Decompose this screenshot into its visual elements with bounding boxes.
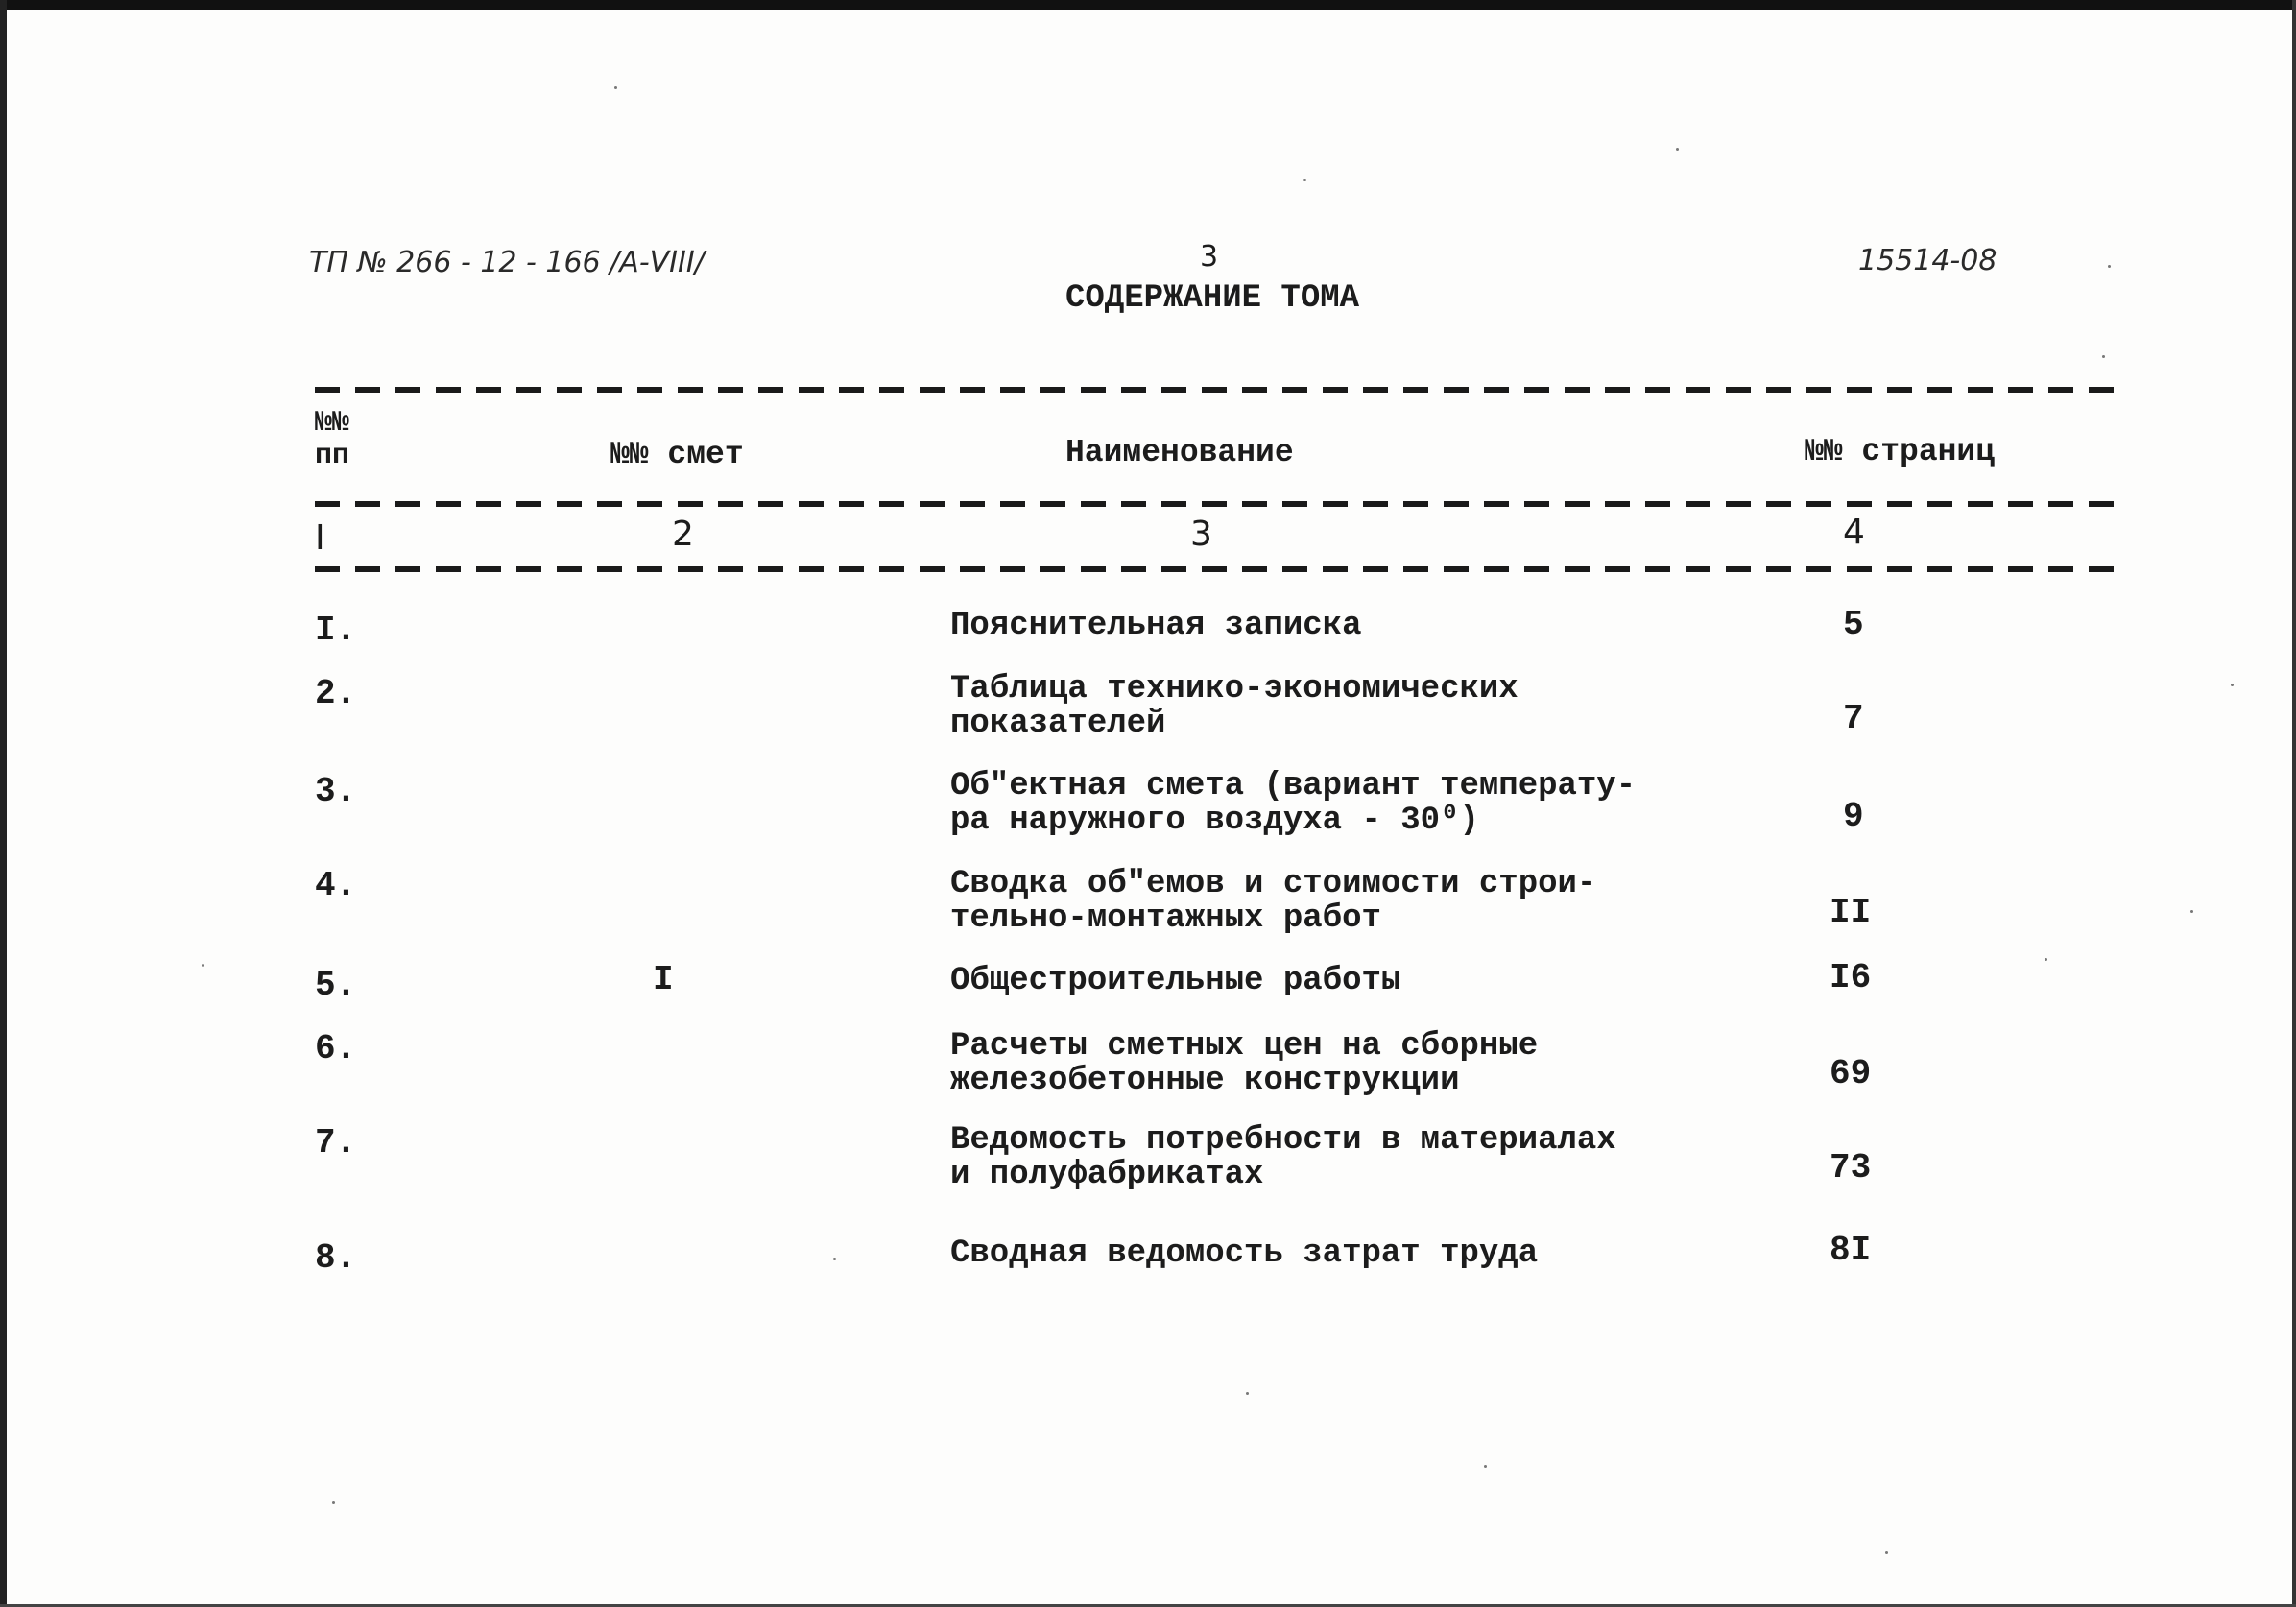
- scan-speck: [2231, 684, 2234, 686]
- row-3-page: 9: [1843, 797, 1864, 836]
- header-name: Наименование: [1065, 435, 1294, 470]
- scan-speck: [614, 86, 617, 89]
- row-6-page: 69: [1830, 1054, 1872, 1093]
- scan-edge-right: [2292, 0, 2296, 1607]
- row-7-name-line-2: и полуфабрикатах: [950, 1157, 1264, 1193]
- row-6-number: 6.: [315, 1029, 357, 1068]
- row-2-name-line-1: Таблица технико-экономических: [950, 671, 1519, 708]
- scan-speck: [1676, 148, 1679, 151]
- row-5-estimate: I: [653, 960, 674, 999]
- row-7-page: 73: [1830, 1148, 1872, 1187]
- header-estimate-number: №№ смет: [610, 437, 744, 472]
- column-number-2: 2: [672, 515, 694, 554]
- column-number-1: I: [315, 518, 325, 558]
- scan-speck: [2045, 958, 2047, 961]
- row-1-number: I.: [315, 611, 357, 650]
- row-5-name-line-1: Общестроительные работы: [950, 963, 1401, 999]
- row-6-name-line-2: железобетонные конструкции: [950, 1063, 1460, 1099]
- row-6-name-line-1: Расчеты сметных цен на сборные: [950, 1028, 1539, 1065]
- row-5-number: 5.: [315, 966, 357, 1005]
- header-row-number-line2: пп: [315, 440, 350, 472]
- row-4-name: [950, 867, 1596, 936]
- row-1-name-line-1: Пояснительная записка: [950, 608, 1362, 644]
- header-row-number-line1: №№: [315, 407, 350, 440]
- table-rule-header: [315, 501, 2129, 507]
- table-rule-top: [315, 387, 2129, 393]
- scan-speck: [332, 1501, 335, 1504]
- page-number: 3: [1200, 240, 1219, 274]
- row-7-name: [950, 1123, 1616, 1192]
- header-page-numbers: №№ страниц: [1805, 434, 1996, 469]
- row-8-name: [950, 1236, 1538, 1271]
- scan-speck: [1246, 1392, 1249, 1395]
- page-title: СОДЕРЖАНИЕ ТОМА: [1065, 280, 1360, 317]
- row-2-name: [950, 672, 1519, 741]
- header-row-number: [315, 407, 349, 472]
- scan-speck: [2102, 355, 2105, 358]
- row-5-page: I6: [1830, 958, 1872, 997]
- row-1-page: 5: [1843, 605, 1864, 644]
- scan-speck: [1484, 1465, 1487, 1468]
- row-8-page: 8I: [1830, 1231, 1872, 1270]
- scan-edge-top: [0, 0, 2296, 10]
- row-2-page: 7: [1843, 699, 1864, 738]
- row-4-number: 4.: [315, 866, 357, 905]
- scan-speck: [202, 964, 204, 967]
- row-4-name-line-1: Сводка об"емов и стоимости строи-: [950, 866, 1597, 902]
- scan-edge-left: [0, 0, 7, 1607]
- table-rule-numbers: [315, 566, 2129, 572]
- row-4-page: II: [1830, 893, 1872, 932]
- row-5-name: [950, 964, 1400, 998]
- sheet-code: 15514-08: [1858, 244, 1997, 277]
- row-3-number: 3.: [315, 772, 357, 811]
- scan-speck: [2108, 265, 2111, 268]
- row-2-name-line-2: показателей: [950, 706, 1166, 742]
- row-2-number: 2.: [315, 674, 357, 713]
- row-7-name-line-1: Ведомость потребности в материалах: [950, 1122, 1616, 1159]
- doc-code: ТП № 266 - 12 - 166 /А-VIII/: [309, 246, 705, 279]
- row-6-name: [950, 1029, 1538, 1098]
- scan-speck: [2190, 910, 2193, 913]
- scan-speck: [1885, 1551, 1888, 1554]
- row-8-number: 8.: [315, 1238, 357, 1278]
- row-3-name-line-1: Об"ектная смета (вариант температу-: [950, 768, 1637, 804]
- row-8-name-line-1: Сводная ведомость затрат труда: [950, 1235, 1539, 1272]
- scan-speck: [833, 1258, 836, 1260]
- row-3-name: [950, 769, 1636, 838]
- row-7-number: 7.: [315, 1123, 357, 1163]
- column-number-4: 4: [1843, 513, 1865, 552]
- row-1-name: [950, 609, 1361, 643]
- scan-speck: [1303, 179, 1306, 181]
- column-number-3: 3: [1190, 515, 1212, 554]
- row-3-name-line-2: ра наружного воздуха - 30⁰): [950, 803, 1479, 839]
- row-4-name-line-2: тельно-монтажных работ: [950, 900, 1381, 937]
